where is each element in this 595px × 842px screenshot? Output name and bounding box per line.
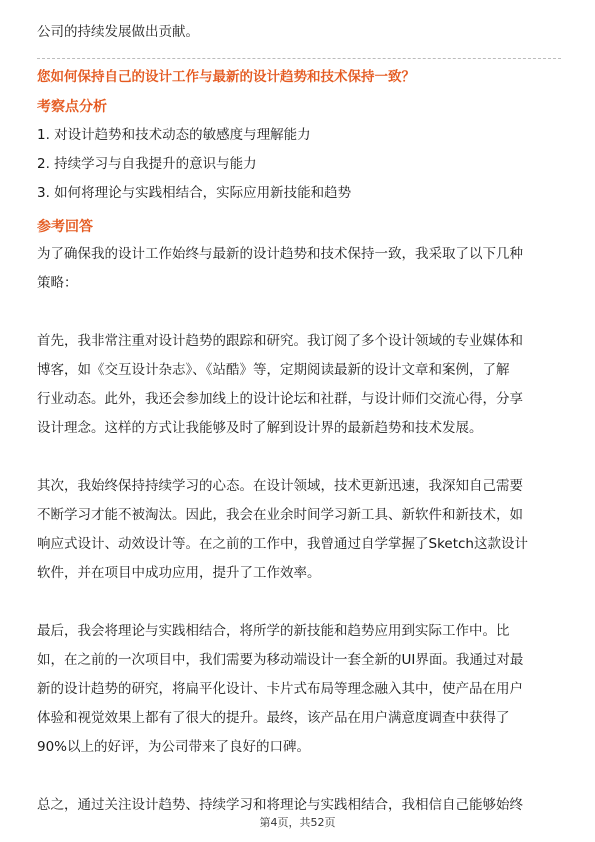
answer-paragraph-4-line-5: 90%以上的好评，为公司带来了良好的口碑。 (37, 739, 311, 755)
page-number-footer: 第4页，共52页 (259, 816, 336, 829)
answer-paragraph-1-line-1: 为了确保我的设计工作始终与最新的设计趋势和技术保持一致，我采取了以下几种 (37, 246, 523, 262)
answer-paragraph-3-line-4: 软件，并在项目中成功应用，提升了工作效率。 (37, 565, 321, 581)
answer-paragraph-3-line-1: 其次，我始终保持持续学习的心态。在设计领域，技术更新迅速，我深知自己需要 (37, 478, 523, 494)
question-title: 您如何保持自己的设计工作与最新的设计趋势和技术保持一致？ (37, 69, 415, 85)
intro-tail-text: 公司的持续发展做出贡献。 (37, 24, 199, 40)
analysis-point-2: 2. 持续学习与自我提升的意识与能力 (37, 156, 257, 172)
answer-paragraph-3-line-3: 响应式设计、动效设计等。在之前的工作中，我曾通过自学掌握了Sketch这款设计 (37, 536, 528, 552)
answer-heading: 参考回答 (37, 219, 93, 235)
analysis-point-3: 3. 如何将理论与实践相结合，实际应用新技能和趋势 (37, 185, 352, 201)
answer-paragraph-2-line-3: 行业动态。此外，我还会参加线上的设计论坛和社群，与设计师们交流心得，分享 (37, 391, 523, 407)
section-divider (37, 58, 561, 59)
answer-paragraph-4-line-1: 最后，我会将理论与实践相结合，将所学的新技能和趋势应用到实际工作中。比 (37, 623, 510, 639)
analysis-heading: 考察点分析 (37, 99, 107, 115)
document-page (37, 0, 561, 842)
answer-paragraph-4-line-3: 新的设计趋势的研究，将扁平化设计、卡片式布局等理念融入其中，使产品在用户 (37, 681, 523, 697)
answer-paragraph-2-line-2: 博客，如《交互设计杂志》、《站酷》等，定期阅读最新的设计文章和案例，了解 (37, 362, 510, 378)
answer-paragraph-1-line-2: 策略： (37, 275, 78, 291)
answer-paragraph-2-line-1: 首先，我非常注重对设计趋势的跟踪和研究。我订阅了多个设计领域的专业媒体和 (37, 333, 523, 349)
answer-paragraph-4-line-4: 体验和视觉效果上都有了很大的提升。最终，该产品在用户满意度调查中获得了 (37, 710, 510, 726)
answer-paragraph-3-line-2: 不断学习才能不被淘汰。因此，我会在业余时间学习新工具、新软件和新技术，如 (37, 507, 523, 523)
analysis-point-1: 1. 对设计趋势和技术动态的敏感度与理解能力 (37, 127, 311, 143)
answer-paragraph-4-line-2: 如，在之前的一次项目中，我们需要为移动端设计一套全新的UI界面。我通过对最 (37, 652, 524, 668)
answer-paragraph-2-line-4: 设计理念。这样的方式让我能够及时了解到设计界的最新趋势和技术发展。 (37, 420, 483, 436)
answer-paragraph-5-line-1: 总之，通过关注设计趋势、持续学习和将理论与实践相结合，我相信自己能够始终 (37, 797, 523, 813)
